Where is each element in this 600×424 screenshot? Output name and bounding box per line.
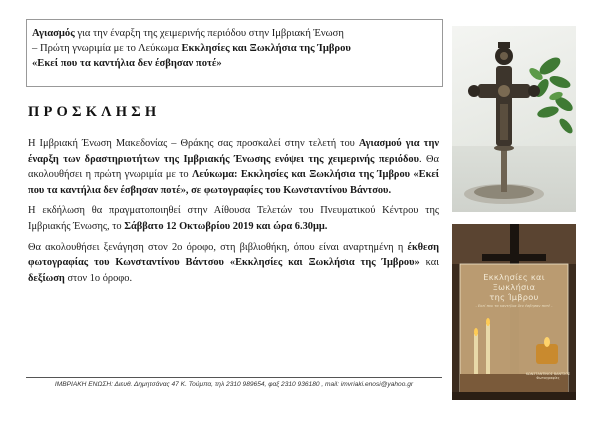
album-subtitle: - Εκεί που τα καντήλια δεν έσβησαν ποτέ -	[475, 304, 553, 308]
cross-illustration	[452, 26, 576, 212]
footer-divider	[26, 377, 442, 378]
page-title: ΠΡΟΣΚΛΗΣΗ	[28, 104, 161, 120]
paragraph-1: Η Ιμβριακή Ένωση Μακεδονίας – Θράκης σας προσκαλεί στην τελετή του Αγιασμού για την έναρξη των δραστηριοτήτων της Ιμβριακής Ένωσης ενόψει της χειμερινής περιόδου. Θα ακολουθήσει η πρώτη γνωριμία με το Λεύκωμα: Εκκλησίες και Ξωκλήσια της Ίμβρου «Εκεί που τα καντήλια δεν έσβησαν ποτέ», σε φωτογραφίες του Κωνσταντίνου Βάντσου.	[28, 138, 439, 196]
paragraph-3: Θα ακολουθήσει ξενάγηση στον 2ο όροφο, στη βιβλιοθήκη, όπου είναι αναρτημένη η έκθεση φωτογραφίας του Κωνσταντίνου Βάντσου «Εκκλησίες και Ξωκλήσια της Ίμβρου» και δεξίωση στον 1ο όροφο.	[28, 241, 439, 284]
header-box	[26, 19, 443, 87]
cross-photo	[452, 26, 576, 212]
album-title: Εκκλησίες και Ξωκλήσια της Ίμβρου	[483, 272, 545, 302]
footer-contact: ΙΜΒΡΙΑΚΗ ΕΝΩΣΗ: Διευθ. Δημητσάνας 47 Κ. Τούμπα, τηλ 2310 989654, φαξ 2310 936180 , mail: imvriaki.enosi@yahoo.gr	[54, 381, 414, 388]
header-line-2: – Πρώτη γνωριμία με το Λεύκωμα Εκκλησίες και Ξωκλήσια της Ίμβρου	[32, 43, 351, 54]
header-line-3: «Εκεί που τα καντήλια δεν έσβησαν ποτέ»	[32, 58, 222, 69]
invitation-body	[28, 136, 439, 291]
header-line-1: Αγιασμός για την έναρξη της χειμερινής περιόδου στην Ιμβριακή Ένωση	[32, 28, 344, 39]
paragraph-2: Η εκδήλωση θα πραγματοποιηθεί στην Αίθουσα Τελετών του Πνευματικού Κέντρου της Ιμβριακής Ένωσης, το Σάββατο 12 Οκτωβρίου 2019 και ώρα 6.30μμ.	[28, 205, 439, 232]
album-cover-photo	[452, 224, 576, 400]
album-author: ΚΩΝΣΤΑΝΤΙΝΟΣ ΒΑΝΤΣΟΣ Φωτογραφίες	[525, 372, 571, 380]
